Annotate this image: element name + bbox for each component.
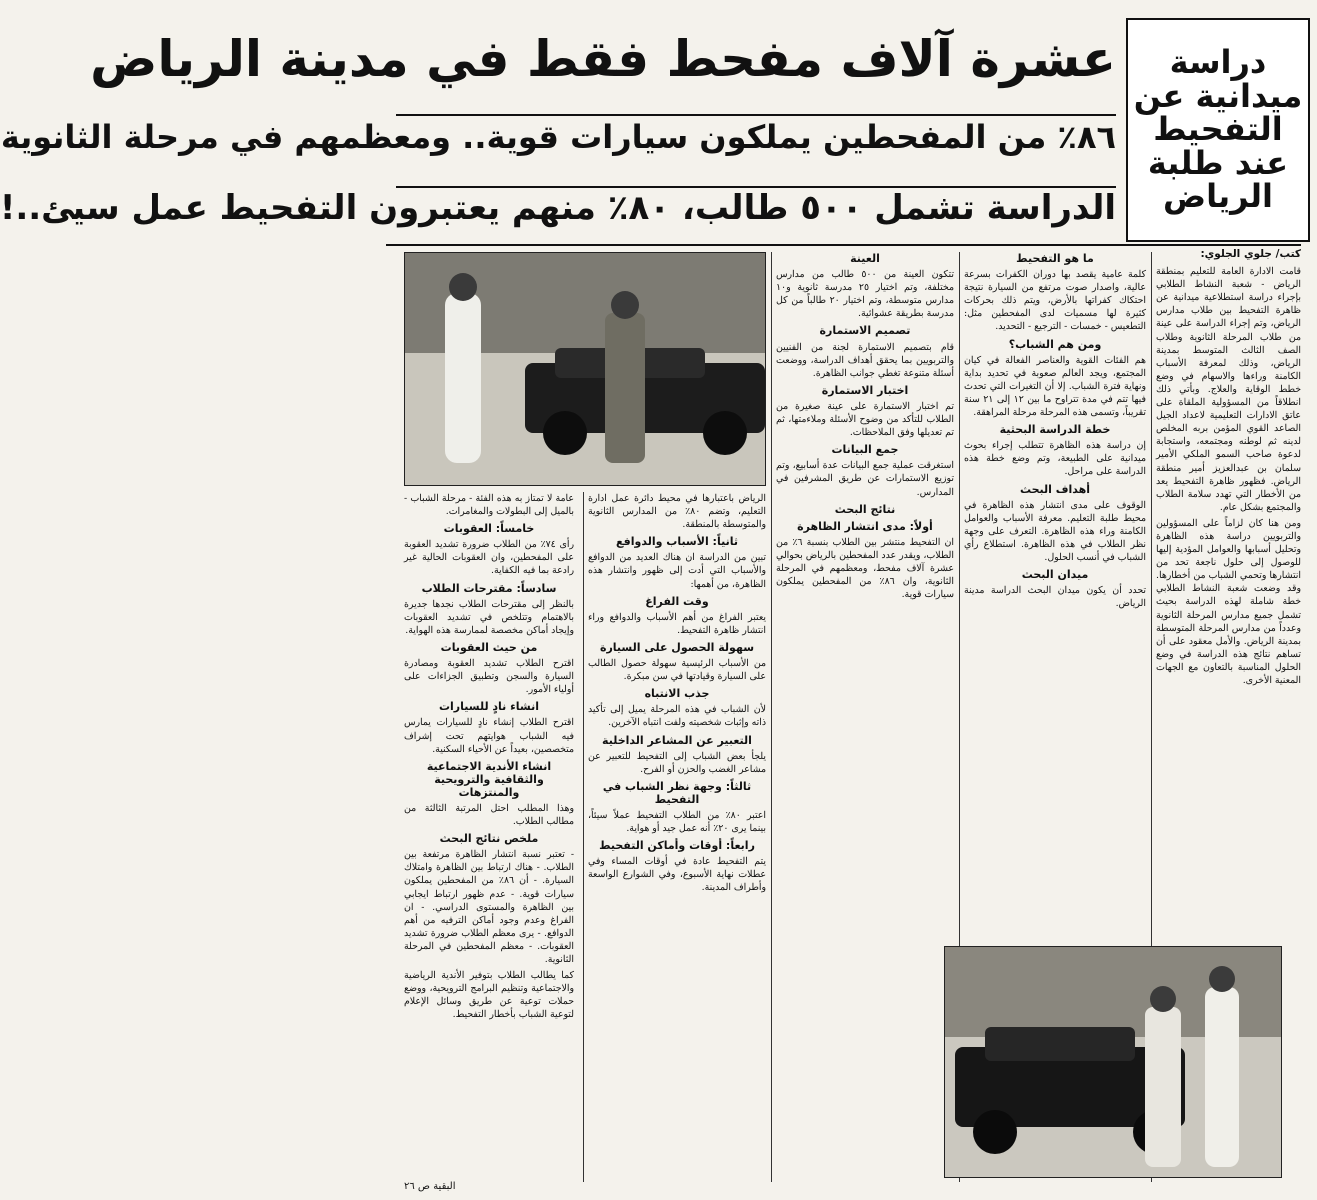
column-5	[404, 492, 574, 1172]
section-heading: اختبار الاستمارة	[821, 383, 909, 397]
photo-car-police	[404, 252, 766, 486]
paragraph: بالنظر إلى مقترحات الطلاب نجدها جديرة بالاهتمام وتتلخص في تشديد العقوبات وإيجاد أماكن مخصصة لممارسة هذه الهواية.	[404, 598, 574, 636]
section-heading: ملخص نتائج البحث	[439, 832, 539, 846]
section-heading: من حيث العقوبات	[440, 640, 538, 654]
section-heading: ثالثاً: وجهة نظر الشباب في التفحيط	[602, 779, 752, 806]
headline: عشرة آلاف مفحط فقط في مدينة الرياض	[396, 30, 1116, 116]
paragraph: ومن هنا كان لزاماً على المسؤولين والتربويين دراسة هذه الظاهرة وتحليل أسبابها والعوامل المؤدية إليها للوصول إلى حلول ناجعة تحد من انتشارها وتحمي الشباب من أخطارها. وقد وضعت شعبة النشاط الطلابي خطة شاملة لهذه الدراسة بحيث تشمل جميع مدارس المرحلة الثانوية وعدداً من مدارس المرحلة المتوسطة بمدينة الرياض. والأمل معقود على أن تساهم نتائج هذه الدراسة في وضع الحلول المناسبة بالتعاون مع الجهات المعنية الأخرى.	[1156, 517, 1301, 686]
paragraph: اقترح الطلاب تشديد العقوبة ومصادرة السيارة والسجن وتطبيق الجزاءات على أولياء الأمور.	[404, 658, 574, 696]
section-heading: نتائج البحث	[834, 502, 896, 516]
continued-note: البقية ص ٢٦	[404, 1181, 456, 1192]
column-divider	[583, 492, 584, 1182]
section-heading: سهولة الحصول على السيارة	[599, 640, 755, 654]
paragraph: تم اختبار الاستمارة على عينة صغيرة من الطلاب للتأكد من وضوح الأسئلة وملاءمتها، ثم تم تعديلها وفق الملاحظات.	[776, 400, 954, 439]
photo-illustration	[945, 947, 1281, 1177]
column-2	[964, 248, 1146, 938]
paragraph: اعتبر ٨٠٪ من الطلاب التفحيط عملاً سيئاً، بينما يرى ٢٠٪ أنه عمل جيد أو هواية.	[588, 809, 766, 835]
paragraph: رأى ٧٤٪ من الطلاب ضرورة تشديد العقوبة على المفحطين، وان العقوبات الحالية غير رادعة بما فيه الكفاية.	[404, 539, 574, 577]
section-heading: انشاء نادٍ للسيارات	[438, 700, 539, 714]
byline: كتب/ جلوي الجلوي:	[1200, 248, 1301, 260]
section-heading: التعبير عن المشاعر الداخلية	[602, 733, 752, 747]
paragraph: يتم التفحيط عادة في أوقات المساء وفي عطلات نهاية الأسبوع، وفي الشوارع الواسعة وأطراف المدينة.	[588, 856, 766, 894]
paragraph: - تعتبر نسبة انتشار الظاهرة مرتفعة بين الطلاب. - هناك ارتباط بين الظاهرة وامتلاك السيارة. - أن ٨٦٪ من المفحطين يملكون سيارات قوية. - عدم ظهور ارتباط ايجابي بين الظاهرة والمستوى الدراسي. - ان الفراغ وعدم وجود أماكن الترفيه من أهم الدوافع. - يرى معظم الطلاب ضرورة تشديد العقوبات. - معظم المفحطين في المرحلة الثانوية.	[404, 849, 574, 965]
paragraph: الوقوف على مدى انتشار هذه الظاهرة في محيط طلبة التعليم. معرفة الأسباب والعوامل الكامنة وراء هذه الظاهرة. التعرف على وجهة نظر الطلاب في هذه الظاهرة. استطلاع رأي الشباب في أنسب الحلول.	[964, 499, 1146, 563]
paragraph: قام بتصميم الاستمارة لجنة من الفنيين والتربويين بما يحقق أهداف الدراسة، ووضعت أسئلة متنوعة تغطي جوانب الظاهرة.	[776, 341, 954, 379]
section-heading: انشاء الأندية الاجتماعية والثقافية والترويحية والمنتزهات	[426, 759, 552, 799]
paragraph: عامة لا تمتاز به هذه الفئة - مرحلة الشباب - بالميل إلى البطولات والمغامرات.	[404, 493, 574, 518]
column-4	[588, 492, 766, 1172]
section-heading: خامساً: العقوبات	[443, 522, 535, 536]
column-divider	[771, 252, 772, 1182]
section-heading: تصميم الاستمارة	[819, 324, 911, 338]
paragraph: يعتبر الفراغ من أهم الأسباب والدوافع وراء انتشار ظاهرة التفحيط.	[588, 611, 766, 636]
section-heading: جمع البيانات	[831, 443, 899, 457]
paragraph: اقترح الطلاب إنشاء نادٍ للسيارات يمارس فيه الشباب هوايتهم تحت إشراف متخصصين، بعيداً عن الأحياء السكنية.	[404, 717, 574, 755]
section-heading: ما هو التفحيط	[1016, 252, 1094, 265]
section-heading: سادساً: مقترحات الطلاب	[421, 581, 557, 595]
paragraph: تحدد أن يكون ميدان البحث الدراسة مدينة الرياض.	[964, 585, 1146, 610]
photo-illustration	[405, 253, 765, 485]
section-heading: أولاً: مدى انتشار الظاهرة	[797, 519, 933, 533]
section-heading: جذب الانتباه	[644, 687, 710, 701]
paragraph: لأن الشباب في هذه المرحلة يميل إلى تأكيد ذاته وإثبات شخصيته ولفت انتباه الآخرين.	[588, 704, 766, 729]
section-heading: رابعاً: أوقات وأماكن التفحيط	[599, 839, 755, 853]
section-heading: خطة الدراسة البحثية	[999, 423, 1111, 437]
kicker-box	[1126, 18, 1310, 242]
section-heading: ومن هم الشباب؟	[1008, 337, 1102, 351]
paragraph: إن دراسة هذه الظاهرة تتطلب إجراء بحوث ميدانية على الطبيعة، وتم وضع خطة هذه الدراسة على مراحل.	[964, 440, 1146, 478]
section-heading: العينة	[850, 252, 880, 265]
section-heading: وقت الفراغ	[645, 594, 709, 608]
paragraph: كلمة عامية يقصد بها دوران الكفرات بسرعة عالية، واصدار صوت مرتفع من السيارة نتيجة احتكاك كفراتها بالأرض، ويتم ذلك بحركات كثيرة لها مسميات لدى المفحطين مثل: التطعيس - خمسات - الترجيع - التحديد.	[964, 269, 1146, 333]
paragraph: قامت الادارة العامة للتعليم بمنطقة الرياض - شعبة النشاط الطلابي بإجراء دراسة استطلاعية ميدانية عن ظاهرة التفحيط بين طلاب مدارس الرياض، وتم إجراء الدراسة على عينة من طلاب المرحلة الثانوية وطلاب الصف الثالث المتوسط بمدينة الرياض، وذلك لمعرفة الأسباب الكامنة وراءها والاسهام في وضع خطط الوقاية والعلاج. وبأتي ذلك انطلاقاً من المسؤولية الملقاة على عاتق الادارات التعليمية لاعداد الجيل الصاعد القوي المؤمن بربه المخلص لدينه ثم لوطنه ومجتمعه، واستجابة لدعوة صاحب السمو الملكي الأمير سلمان بن عبدالعزيز أمير منطقة الرياض. فظهور ظاهرة التفحيط يعد من الأخطار التي تهدد سلامة الطلاب والمجتمع بشكل عام.	[1156, 266, 1301, 513]
section-heading: أهداف البحث	[1019, 482, 1091, 496]
paragraph: كما يطالب الطلاب بتوفير الأندية الرياضية والاجتماعية وتنظيم البرامج الترويحية، ووضع حملات توعية عن طريق وسائل الإعلام لتوعية الشباب بأخطار التفحيط.	[404, 970, 574, 1021]
deck-headline: الدراسة تشمل ٥٠٠ طالب، ٨٠٪ منهم يعتبرون التفحيط عمل سيئ..!	[396, 186, 1116, 240]
paragraph: يلجأ بعض الشباب إلى التفحيط للتعبير عن مشاعر الغضب والحزن أو الفرح.	[588, 750, 766, 775]
section-heading: ثانياً: الأسباب والدوافع	[616, 535, 738, 549]
paragraph: الرياض باعتبارها في محيط دائرة عمل ادارة التعليم، وتضم ٨٠٪ من المدارس الثانوية والمتوسطة بالمنطقة.	[588, 493, 767, 531]
column-3	[776, 248, 954, 1168]
paragraph: هم الفئات القوية والعناصر الفعالة في كيان المجتمع، ويجد العالم صعوبة في تحديد بداية ونهاية فترة الشباب. إلا أن التغيرات التي تحدث فيها تتم في مدة تتراوح ما بين ١٢ إلى ٢١ سنة تقريباً، وتسمى هذه المرحلة مرحلة المراهقة.	[964, 354, 1146, 419]
header-rule	[386, 244, 1301, 246]
paragraph: وهذا المطلب احتل المرتبة الثالثة من مطالب الطلاب.	[404, 802, 574, 828]
paragraph: تتكون العينة من ٥٠٠ طالب من مدارس مختلفة، وتم اختيار ٢٥ مدرسة ثانوية و١٠ مدارس متوسطة، وتم اختيار ٢٠ طالباً من كل مدرسة بطريقة عشوائية.	[776, 269, 954, 320]
section-heading: ميدان البحث	[1021, 568, 1089, 582]
paragraph: ان التفحيط منتشر بين الطلاب بنسبة ٦٪ من الطلاب، ويقدر عدد المفحطين بالرياض بحوالي عشرة آلاف مفحط، ومعظمهم في المرحلة الثانوية، وان ٨٦٪ من المفحطين يملكون سيارات قوية.	[776, 536, 954, 601]
paragraph: من الأسباب الرئيسية سهولة حصول الطالب على السيارة وقيادتها في سن مبكرة.	[588, 658, 766, 683]
photo-car-student	[944, 946, 1282, 1178]
paragraph: تبين من الدراسة ان هناك العديد من الدوافع والأسباب التي أدت إلى ظهور وانتشار هذه الظاهرة، من أهمها:	[588, 552, 766, 590]
paragraph: استغرقت عملية جمع البيانات عدة أسابيع، وتم توزيع الاستمارات عن طريق المشرفين في المدارس.	[776, 460, 954, 498]
kicker-text: دراسة ميدانية عن التفحيط عند طلبة الرياض	[1133, 43, 1303, 216]
subheadline: ٨٦٪ من المفحطين يملكون سيارات قوية.. ومعظمهم في مرحلة الثانوية	[0, 118, 1116, 156]
